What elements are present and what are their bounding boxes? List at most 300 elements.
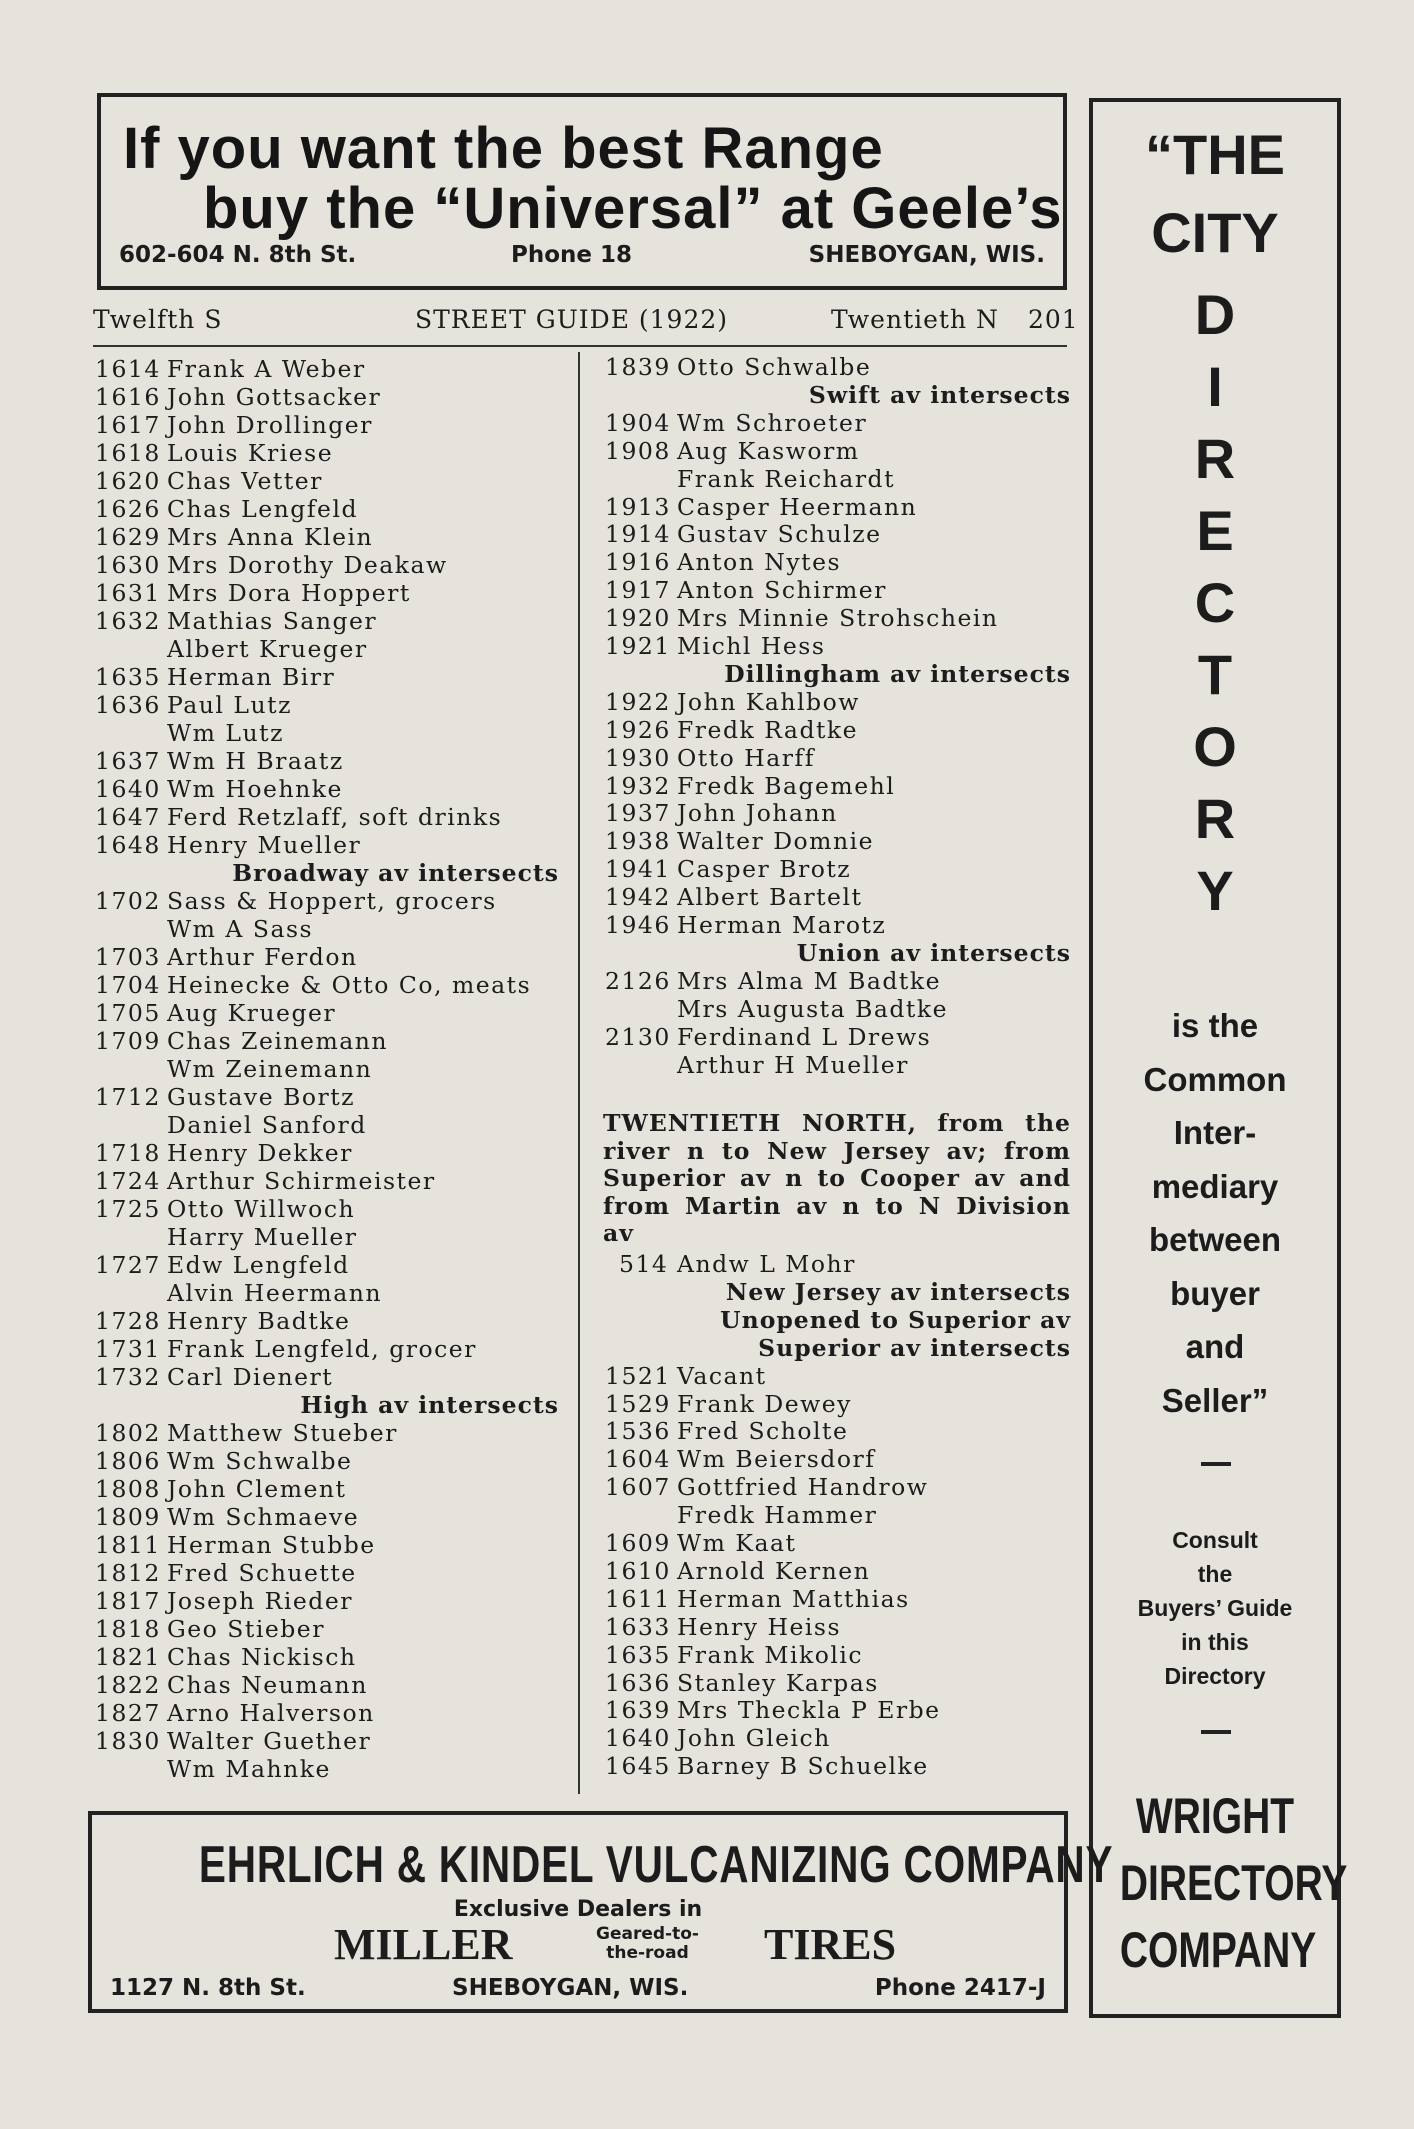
street-intersection-heading: Broadway av intersects xyxy=(232,859,559,887)
resident-name: Frank Mikolic xyxy=(677,1640,864,1669)
listing-row xyxy=(95,1279,575,1307)
house-number: 2126 xyxy=(605,966,671,995)
resident-name: Aug Kasworm xyxy=(677,436,860,465)
tagline-line: and xyxy=(1185,1328,1245,1365)
listing-row xyxy=(95,663,575,691)
listing-row xyxy=(95,1335,575,1363)
listing-row xyxy=(605,688,1085,716)
resident-name: Daniel Sanford xyxy=(167,1111,367,1139)
resident-name: Casper Heermann xyxy=(677,492,918,521)
house-number: 1637 xyxy=(95,747,161,775)
listing-row xyxy=(605,1390,1085,1418)
house-number: 1926 xyxy=(605,715,671,744)
directory-letter: E xyxy=(1196,499,1234,562)
house-number: 1806 xyxy=(95,1447,161,1475)
resident-name: Mrs Dorothy Deakaw xyxy=(167,551,448,579)
house-number: 1728 xyxy=(95,1307,161,1335)
listing-row xyxy=(605,1696,1085,1724)
listing-row xyxy=(605,1641,1085,1669)
listing-row xyxy=(605,353,1085,381)
header-right: Twentieth N xyxy=(831,305,999,334)
directory-letter: C xyxy=(1194,571,1236,634)
house-number: 1607 xyxy=(605,1473,671,1502)
house-number: 1727 xyxy=(95,1251,161,1279)
house-number: 1941 xyxy=(605,855,671,884)
house-number: 514 xyxy=(619,1250,669,1278)
resident-name: Arthur H Mueller xyxy=(677,1050,909,1079)
listing-row xyxy=(95,355,575,383)
listing-row xyxy=(605,1557,1085,1585)
listing-row xyxy=(95,1111,575,1139)
listing-row xyxy=(95,999,575,1027)
resident-name: Mrs Minnie Strohschein xyxy=(677,604,999,633)
column-divider xyxy=(578,352,580,1794)
tagline-line: mediary xyxy=(1151,1167,1279,1205)
listing-row xyxy=(95,719,575,747)
house-number: 1822 xyxy=(95,1671,161,1699)
house-number: 1811 xyxy=(95,1531,161,1559)
bottom-ad-brand-miller: MILLER xyxy=(334,1920,513,1969)
house-number: 1908 xyxy=(605,436,671,465)
publisher-line: DIRECTORY xyxy=(1119,1855,1348,1911)
listing-row xyxy=(605,1473,1085,1501)
resident-name: Chas Zeinemann xyxy=(167,1027,389,1055)
listing-row xyxy=(605,1250,1085,1278)
publisher-line: WRIGHT xyxy=(1135,1788,1295,1844)
resident-name: Wm Schroeter xyxy=(677,408,868,437)
consult-line: Buyers’ Guide xyxy=(1137,1595,1293,1621)
house-number: 1620 xyxy=(95,467,161,495)
house-number: 1610 xyxy=(605,1556,671,1585)
listing-row xyxy=(605,632,1085,660)
listing-row xyxy=(95,1223,575,1251)
resident-name: Sass & Hoppert, grocers xyxy=(167,887,497,915)
listing-row xyxy=(605,911,1085,939)
listing-row xyxy=(95,971,575,999)
resident-name: Arno Halverson xyxy=(167,1699,375,1727)
house-number: 1702 xyxy=(95,887,161,915)
listing-row xyxy=(605,855,1085,883)
listing-row xyxy=(95,1643,575,1671)
house-number: 1817 xyxy=(95,1587,161,1615)
house-number: 1914 xyxy=(605,520,671,549)
house-number: 1725 xyxy=(95,1195,161,1223)
listing-row xyxy=(605,1023,1085,1051)
resident-name: Wm Kaat xyxy=(677,1529,797,1557)
resident-name: John Kahlbow xyxy=(677,687,860,716)
resident-name: Wm Schwalbe xyxy=(167,1447,353,1475)
resident-name: Matthew Stueber xyxy=(167,1419,398,1447)
house-number: 1630 xyxy=(95,551,161,579)
house-number: 1640 xyxy=(95,775,161,803)
resident-name: Walter Guether xyxy=(167,1727,372,1755)
listing-row xyxy=(95,803,575,831)
directory-letter: I xyxy=(1207,355,1223,418)
listing-row xyxy=(605,1362,1085,1390)
directory-letter: T xyxy=(1197,643,1233,706)
house-number: 1712 xyxy=(95,1083,161,1111)
directory-letter: D xyxy=(1194,283,1236,346)
house-number: 1635 xyxy=(95,663,161,691)
house-number: 1921 xyxy=(605,632,671,660)
house-number: 1920 xyxy=(605,604,671,633)
resident-name: Wm Schmaeve xyxy=(167,1503,360,1531)
house-number: 1703 xyxy=(95,943,161,971)
directory-letter: Y xyxy=(1196,859,1234,922)
listing-row xyxy=(605,1051,1085,1079)
resident-name: Albert Krueger xyxy=(167,635,368,663)
bottom-ad-geared-label xyxy=(596,1925,699,1963)
house-number: 1917 xyxy=(605,576,671,605)
tagline-line: Inter- xyxy=(1173,1114,1257,1151)
geared-line1: Geared-to- xyxy=(596,1924,699,1944)
house-number: 1611 xyxy=(605,1584,671,1613)
listing-row xyxy=(95,1559,575,1587)
listing-row xyxy=(95,495,575,523)
listing-row xyxy=(605,772,1085,800)
resident-name: Mrs Dora Hoppert xyxy=(167,579,411,607)
resident-name: Arthur Ferdon xyxy=(167,943,358,971)
listing-row xyxy=(605,1445,1085,1473)
house-number: 1930 xyxy=(605,743,671,772)
resident-name: Frank A Weber xyxy=(167,355,366,383)
listing-row xyxy=(605,799,1085,827)
house-number: 1640 xyxy=(605,1724,671,1753)
listing-row xyxy=(605,883,1085,911)
listing-row xyxy=(95,887,575,915)
house-number: 1631 xyxy=(95,579,161,607)
listing-row xyxy=(605,520,1085,548)
resident-name: Alvin Heermann xyxy=(167,1279,382,1307)
listing-row xyxy=(95,1195,575,1223)
resident-name: John Gottsacker xyxy=(167,383,382,411)
resident-name: Aug Krueger xyxy=(167,999,337,1027)
universal-range-advertisement xyxy=(97,93,1067,290)
house-number: 1937 xyxy=(605,799,671,828)
city-directory-advertisement xyxy=(1089,98,1348,2018)
listing-row xyxy=(605,576,1085,604)
listing-row xyxy=(95,1475,575,1503)
listing-row xyxy=(605,716,1085,744)
listing-row xyxy=(95,943,575,971)
resident-name: Harry Mueller xyxy=(167,1223,358,1251)
house-number: 1932 xyxy=(605,771,671,800)
house-number: 1731 xyxy=(95,1335,161,1363)
listing-row xyxy=(95,831,575,859)
house-number: 1709 xyxy=(95,1027,161,1055)
resident-name: Chas Vetter xyxy=(167,467,323,495)
house-number: 1521 xyxy=(605,1361,671,1390)
resident-name: Ferdinand L Drews xyxy=(677,1022,932,1051)
resident-name: Barney B Schuelke xyxy=(677,1752,929,1781)
listing-row xyxy=(95,411,575,439)
resident-name: Fred Schuette xyxy=(167,1559,357,1587)
resident-name: Mrs Anna Klein xyxy=(167,523,374,551)
listing-row xyxy=(95,1531,575,1559)
resident-name: Gustave Bortz xyxy=(167,1083,356,1111)
listing-row xyxy=(95,1727,575,1755)
resident-name: Mathias Sanger xyxy=(167,607,378,635)
resident-name: Mrs Alma M Badtke xyxy=(677,966,942,995)
house-number: 1938 xyxy=(605,827,671,856)
house-number: 1616 xyxy=(95,383,161,411)
house-number: 1648 xyxy=(95,831,161,859)
side-ad-divider xyxy=(1201,1462,1231,1466)
resident-name: Louis Kriese xyxy=(167,439,334,467)
consult-line: in this xyxy=(1181,1629,1249,1655)
resident-name: Arthur Schirmeister xyxy=(167,1167,436,1195)
resident-name: Wm A Sass xyxy=(167,915,314,943)
resident-name: Herman Matthias xyxy=(677,1584,910,1613)
resident-name: Gottfried Handrow xyxy=(677,1473,929,1502)
house-number: 1809 xyxy=(95,1503,161,1531)
house-number: 1808 xyxy=(95,1475,161,1503)
twentieth-north-heading: TWENTIETH NORTH, from the river n to New Jersey av; from Superior av n to Cooper av and from Martin av n to N Division av xyxy=(603,1109,1071,1247)
resident-name: Wm Beiersdorf xyxy=(677,1445,876,1474)
listing-row xyxy=(605,827,1085,855)
listing-row xyxy=(95,1167,575,1195)
listing-row xyxy=(605,1529,1085,1557)
resident-name: John Clement xyxy=(167,1475,347,1503)
listing-row xyxy=(605,1613,1085,1641)
listing-row xyxy=(605,1669,1085,1697)
house-number: 1647 xyxy=(95,803,161,831)
listing-row xyxy=(95,1699,575,1727)
resident-name: Vacant xyxy=(677,1361,767,1390)
resident-name: Walter Domnie xyxy=(677,827,875,856)
street-intersection-heading: Superior av intersects xyxy=(758,1333,1071,1362)
listing-row xyxy=(95,1671,575,1699)
resident-name: Wm Zeinemann xyxy=(167,1055,373,1083)
resident-name: Anton Schirmer xyxy=(677,576,887,605)
resident-name: Gustav Schulze xyxy=(677,520,882,549)
house-number: 1830 xyxy=(95,1727,161,1755)
geared-line2: the-road xyxy=(606,1943,689,1963)
house-number: 1617 xyxy=(95,411,161,439)
bottom-ad-subtitle: Exclusive Dealers in xyxy=(453,1897,703,1922)
tagline-line: Seller” xyxy=(1161,1381,1269,1419)
listing-row xyxy=(95,1027,575,1055)
resident-name: John Gleich xyxy=(677,1724,831,1753)
listing-row xyxy=(95,1419,575,1447)
tagline-line: is the xyxy=(1171,1007,1259,1044)
directory-letter: O xyxy=(1193,715,1237,778)
house-number: 1812 xyxy=(95,1559,161,1587)
resident-name: John Johann xyxy=(677,799,838,828)
house-number: 1724 xyxy=(95,1167,161,1195)
header-title: STREET GUIDE (1922) xyxy=(415,305,729,334)
resident-name: Herman Birr xyxy=(167,663,336,691)
resident-name: Henry Mueller xyxy=(167,831,362,859)
listing-row xyxy=(95,579,575,607)
tagline-line: Common xyxy=(1143,1060,1287,1098)
listing-row xyxy=(95,467,575,495)
house-number: 1645 xyxy=(605,1752,671,1781)
house-number: 1827 xyxy=(95,1699,161,1727)
resident-name: Wm H Braatz xyxy=(167,747,344,775)
listing-row xyxy=(605,967,1085,995)
listing-row xyxy=(95,747,575,775)
listing-row xyxy=(605,604,1085,632)
house-number: 1818 xyxy=(95,1615,161,1643)
house-number: 1916 xyxy=(605,548,671,577)
ad-headline-line1: If you want the best Range xyxy=(123,116,884,181)
house-number: 1732 xyxy=(95,1363,161,1391)
resident-name: Herman Marotz xyxy=(677,911,887,939)
resident-name: Fred Scholte xyxy=(677,1417,849,1446)
listing-row xyxy=(605,1501,1085,1529)
side-ad-city: CITY xyxy=(1151,201,1279,264)
listing-row xyxy=(605,493,1085,521)
ad-city: SHEBOYGAN, WIS. xyxy=(808,242,1045,268)
house-number: 1942 xyxy=(605,883,671,912)
street-intersection-heading: Unopened to Superior av xyxy=(720,1305,1071,1334)
listing-row xyxy=(95,691,575,719)
house-number: 1705 xyxy=(95,999,161,1027)
resident-name: Joseph Rieder xyxy=(167,1587,353,1615)
listing-row xyxy=(95,1447,575,1475)
listing-row xyxy=(605,437,1085,465)
resident-name: Herman Stubbe xyxy=(167,1531,376,1559)
listing-row xyxy=(605,465,1085,493)
house-number: 1821 xyxy=(95,1643,161,1671)
listing-row xyxy=(95,1587,575,1615)
listing-row xyxy=(605,995,1085,1023)
resident-name: Edw Lengfeld xyxy=(167,1251,350,1279)
listing-row xyxy=(95,1307,575,1335)
side-ad-divider xyxy=(1201,1730,1231,1734)
listing-row xyxy=(95,915,575,943)
listing-row xyxy=(95,551,575,579)
resident-name: Andw L Mohr xyxy=(677,1250,856,1278)
house-number: 1529 xyxy=(605,1389,671,1418)
house-number: 1946 xyxy=(605,911,671,939)
resident-name: Otto Harff xyxy=(677,743,815,772)
listing-row xyxy=(95,635,575,663)
house-number: 1626 xyxy=(95,495,161,523)
resident-name: Fredk Bagemehl xyxy=(677,771,896,800)
listing-row xyxy=(605,1724,1085,1752)
resident-name: Frank Reichardt xyxy=(677,464,896,493)
resident-name: Frank Lengfeld, grocer xyxy=(167,1335,477,1363)
resident-name: Casper Brotz xyxy=(677,855,852,884)
resident-name: Fredk Radtke xyxy=(677,715,859,744)
resident-name: Chas Nickisch xyxy=(167,1643,357,1671)
resident-name: Michl Hess xyxy=(677,632,826,660)
ad-contact-row xyxy=(119,242,1045,272)
street-intersection-heading: Union av intersects xyxy=(796,938,1071,967)
resident-name: Otto Willwoch xyxy=(167,1195,356,1223)
house-number: 1604 xyxy=(605,1445,671,1474)
header-left: Twelfth S xyxy=(93,305,223,334)
ad-phone: Phone 18 xyxy=(511,242,633,268)
resident-name: Albert Bartelt xyxy=(677,883,863,912)
resident-name: Otto Schwalbe xyxy=(677,353,872,381)
listing-row xyxy=(95,523,575,551)
street-intersection-heading: New Jersey av intersects xyxy=(725,1277,1071,1306)
ad-headline-line2: buy the “Universal” at Geele’s xyxy=(203,176,1063,241)
consult-line: the xyxy=(1197,1561,1233,1587)
house-number: 1839 xyxy=(605,353,671,381)
bottom-ad-brand-tires: TIRES xyxy=(764,1920,897,1969)
house-number: 1614 xyxy=(95,355,161,383)
listing-row xyxy=(95,775,575,803)
house-number: 1802 xyxy=(95,1419,161,1447)
resident-name: Ferd Retzlaff, soft drinks xyxy=(167,803,503,831)
resident-name: Mrs Augusta Badtke xyxy=(677,994,949,1023)
tagline-line: buyer xyxy=(1170,1274,1260,1312)
house-number: 1922 xyxy=(605,687,671,716)
directory-letter: R xyxy=(1194,427,1236,490)
listing-row xyxy=(95,1251,575,1279)
directory-letter: R xyxy=(1194,787,1236,850)
house-number: 1635 xyxy=(605,1640,671,1669)
consult-line: Directory xyxy=(1164,1663,1266,1689)
bottom-ad-address: 1127 N. 8th St. xyxy=(110,1975,306,2001)
bottom-ad-phone: Phone 2417-J xyxy=(874,1975,1046,2001)
resident-name: Wm Mahnke xyxy=(167,1755,331,1783)
resident-name: Stanley Karpas xyxy=(677,1668,879,1697)
listing-row xyxy=(95,1139,575,1167)
resident-name: Wm Lutz xyxy=(167,719,284,747)
house-number: 1633 xyxy=(605,1612,671,1641)
listing-row xyxy=(605,548,1085,576)
house-number: 1536 xyxy=(605,1417,671,1446)
consult-line: Consult xyxy=(1172,1527,1258,1553)
resident-name: Chas Lengfeld xyxy=(167,495,359,523)
ehrlich-kindel-advertisement xyxy=(88,1811,1114,2013)
house-number: 2130 xyxy=(605,1022,671,1051)
listing-row xyxy=(95,1615,575,1643)
resident-name: Geo Stieber xyxy=(167,1615,325,1643)
street-intersection-heading: Dillingham av intersects xyxy=(724,659,1071,688)
resident-name: Paul Lutz xyxy=(167,691,292,719)
listing-row xyxy=(605,1417,1085,1445)
resident-name: Arnold Kernen xyxy=(677,1556,871,1585)
tagline-line: between xyxy=(1148,1221,1282,1258)
listing-row xyxy=(605,409,1085,437)
bottom-ad-title: EHRLICH & KINDEL VULCANIZING COMPANY xyxy=(198,1836,1114,1894)
ad-address: 602-604 N. 8th St. xyxy=(119,242,357,268)
house-number: 1904 xyxy=(605,408,671,437)
house-number: 1718 xyxy=(95,1139,161,1167)
resident-name: Mrs Theckla P Erbe xyxy=(677,1696,941,1725)
listing-row xyxy=(95,1503,575,1531)
listing-row xyxy=(605,744,1085,772)
house-number: 1704 xyxy=(95,971,161,999)
bottom-ad-city: SHEBOYGAN, WIS. xyxy=(452,1975,689,2001)
resident-name: Wm Hoehnke xyxy=(167,775,343,803)
house-number: 1639 xyxy=(605,1696,671,1725)
house-number: 1913 xyxy=(605,492,671,521)
house-number: 1609 xyxy=(605,1529,671,1557)
publisher-line: COMPANY xyxy=(1119,1922,1317,1978)
house-number: 1618 xyxy=(95,439,161,467)
listing-row xyxy=(95,383,575,411)
resident-name: Frank Dewey xyxy=(677,1389,852,1418)
street-intersection-heading: High av intersects xyxy=(300,1391,559,1419)
side-ad-the: “THE xyxy=(1145,123,1285,186)
page-number: 201 xyxy=(1028,305,1079,334)
listing-row xyxy=(605,1752,1085,1780)
listing-row xyxy=(95,607,575,635)
listing-row xyxy=(95,439,575,467)
resident-name: Henry Dekker xyxy=(167,1139,353,1167)
resident-name: Chas Neumann xyxy=(167,1671,368,1699)
resident-name: John Drollinger xyxy=(167,411,373,439)
listing-row xyxy=(605,1585,1085,1613)
house-number: 1632 xyxy=(95,607,161,635)
